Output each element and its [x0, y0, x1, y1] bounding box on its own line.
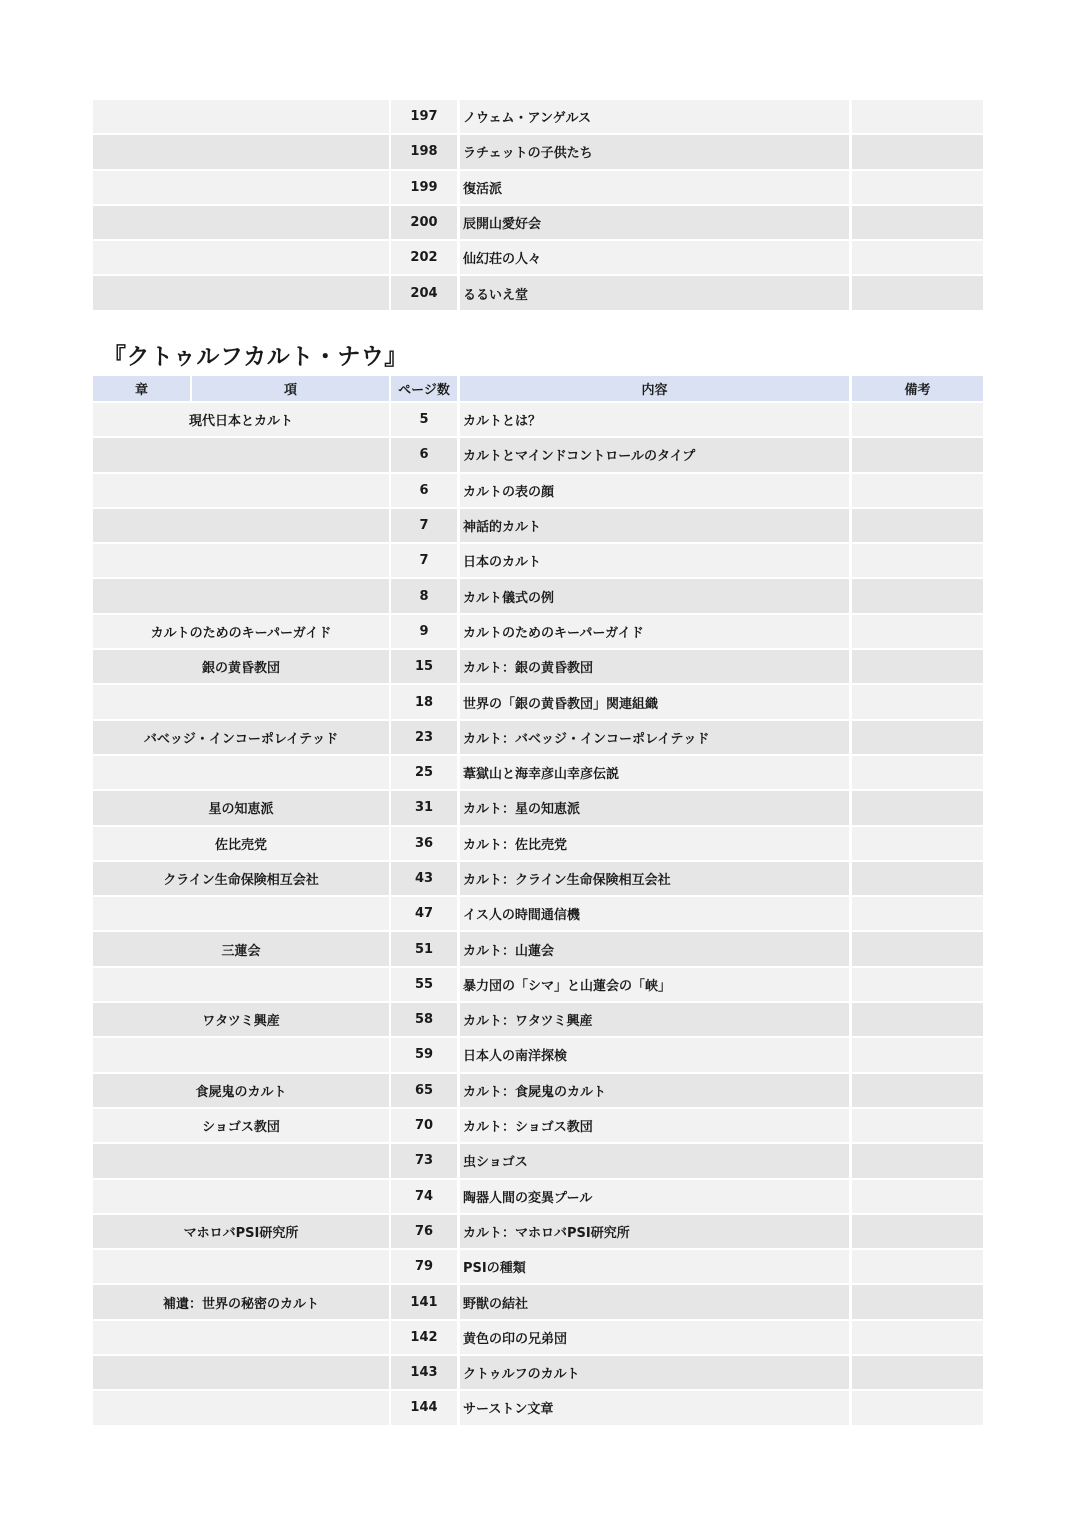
table-row	[93, 897, 983, 932]
remarks-cell	[852, 756, 983, 789]
content-cell: ノウェム・アンゲルス	[460, 100, 849, 133]
remarks-cell	[852, 685, 983, 718]
content-cell: るるいえ堂	[460, 276, 849, 309]
content-cell: 復活派	[460, 171, 849, 204]
remarks-cell	[852, 1285, 983, 1318]
header-content: 内容	[460, 376, 849, 401]
chapter-cell: 食屍鬼のカルト	[93, 1074, 389, 1107]
page-cell: 23	[391, 721, 457, 754]
content-cell: カルト：バベッジ・インコーポレイテッド	[460, 721, 849, 754]
page-cell: 31	[391, 791, 457, 824]
remarks-cell	[852, 827, 983, 860]
table-row	[93, 474, 983, 509]
page-cell: 74	[391, 1180, 457, 1213]
chapter-cell: 佐比売党	[93, 827, 389, 860]
chapter-cell	[93, 1391, 389, 1424]
table-row	[93, 1215, 983, 1250]
remarks-cell	[852, 721, 983, 754]
chapter-cell: カルトのためのキーパーガイド	[93, 615, 389, 648]
chapter-cell: バベッジ・インコーポレイテッド	[93, 721, 389, 754]
chapter-cell	[93, 1250, 389, 1283]
content-cell: ラチェットの子供たち	[460, 135, 849, 168]
remarks-cell	[852, 615, 983, 648]
table-row	[93, 206, 983, 241]
table-row	[93, 791, 983, 826]
content-cell: カルト儀式の例	[460, 579, 849, 612]
content-cell: カルトの表の顔	[460, 474, 849, 507]
chapter-cell	[93, 171, 389, 204]
chapter-cell	[93, 579, 389, 612]
content-cell: カルト：マホロバPSI研究所	[460, 1215, 849, 1248]
remarks-cell	[852, 544, 983, 577]
remarks-cell	[852, 1215, 983, 1248]
table-row	[93, 1144, 983, 1179]
content-cell: カルト：山蓮会	[460, 932, 849, 965]
table-row	[93, 932, 983, 967]
page-cell: 58	[391, 1003, 457, 1036]
remarks-cell	[852, 438, 983, 471]
remarks-cell	[852, 968, 983, 1001]
remarks-cell	[852, 579, 983, 612]
page-cell: 5	[391, 403, 457, 436]
chapter-cell: 星の知恵派	[93, 791, 389, 824]
remarks-cell	[852, 100, 983, 133]
chapter-cell	[93, 968, 389, 1001]
content-cell: カルト：ワタツミ興産	[460, 1003, 849, 1036]
chapter-cell	[93, 438, 389, 471]
chapter-cell	[93, 100, 389, 133]
table-row	[93, 1109, 983, 1144]
chapter-cell	[93, 685, 389, 718]
table-body	[93, 403, 983, 1427]
chapter-cell	[93, 756, 389, 789]
page-cell: 43	[391, 862, 457, 895]
content-cell: カルトとマインドコントロールのタイプ	[460, 438, 849, 471]
table-row	[93, 403, 983, 438]
page-cell: 142	[391, 1321, 457, 1354]
remarks-cell	[852, 932, 983, 965]
chapter-cell: 現代日本とカルト	[93, 403, 389, 436]
page-cell: 8	[391, 579, 457, 612]
chapter-cell	[93, 474, 389, 507]
content-cell: 陶器人間の変異プール	[460, 1180, 849, 1213]
table-row	[93, 1038, 983, 1073]
table-row	[93, 509, 983, 544]
content-cell: 葦獄山と海幸彦山幸彦伝説	[460, 756, 849, 789]
content-cell: 辰開山愛好会	[460, 206, 849, 239]
table-row	[93, 1003, 983, 1038]
table-row	[93, 544, 983, 579]
header-remarks: 備考	[852, 376, 983, 401]
page-cell: 7	[391, 544, 457, 577]
remarks-cell	[852, 1109, 983, 1142]
table-row	[93, 827, 983, 862]
page-cell: 36	[391, 827, 457, 860]
chapter-cell: マホロバPSI研究所	[93, 1215, 389, 1248]
content-cell: クトゥルフのカルト	[460, 1356, 849, 1389]
page-cell: 79	[391, 1250, 457, 1283]
table-row	[93, 721, 983, 756]
table-row	[93, 1285, 983, 1320]
page-cell: 202	[391, 241, 457, 274]
content-cell: イス人の時間通信機	[460, 897, 849, 930]
content-cell: カルト：食屍鬼のカルト	[460, 1074, 849, 1107]
chapter-cell	[93, 206, 389, 239]
remarks-cell	[852, 135, 983, 168]
page-cell: 51	[391, 932, 457, 965]
remarks-cell	[852, 650, 983, 683]
chapter-cell	[93, 897, 389, 930]
header-page-count: ページ数	[391, 376, 457, 401]
page-cell: 143	[391, 1356, 457, 1389]
content-cell: 虫ショゴス	[460, 1144, 849, 1177]
chapter-cell: 補遺：世界の秘密のカルト	[93, 1285, 389, 1318]
table-row	[93, 685, 983, 720]
page-cell: 200	[391, 206, 457, 239]
page-cell: 47	[391, 897, 457, 930]
remarks-cell	[852, 1074, 983, 1107]
remarks-cell	[852, 509, 983, 542]
page-cell: 7	[391, 509, 457, 542]
table-row	[93, 579, 983, 614]
chapter-cell	[93, 509, 389, 542]
content-cell: PSIの種類	[460, 1250, 849, 1283]
content-cell: カルト：ショゴス教団	[460, 1109, 849, 1142]
content-cell: 野獣の結社	[460, 1285, 849, 1318]
contents-table	[93, 376, 983, 1427]
table-row	[93, 276, 983, 311]
table-row	[93, 650, 983, 685]
table-row	[93, 756, 983, 791]
remarks-cell	[852, 1038, 983, 1071]
header-section: 項	[192, 376, 389, 401]
chapter-cell	[93, 135, 389, 168]
remarks-cell	[852, 1144, 983, 1177]
content-cell: 神話的カルト	[460, 509, 849, 542]
remarks-cell	[852, 241, 983, 274]
remarks-cell	[852, 1321, 983, 1354]
page-cell: 25	[391, 756, 457, 789]
table-row	[93, 615, 983, 650]
section-title: 『クトゥルフカルト・ナウ』	[103, 344, 408, 370]
chapter-cell	[93, 1321, 389, 1354]
page-cell: 65	[391, 1074, 457, 1107]
page-cell: 55	[391, 968, 457, 1001]
table-row	[93, 1356, 983, 1391]
remarks-cell	[852, 1003, 983, 1036]
remarks-cell	[852, 791, 983, 824]
page-cell: 141	[391, 1285, 457, 1318]
content-cell: カルトのためのキーパーガイド	[460, 615, 849, 648]
table-row	[93, 171, 983, 206]
table-row	[93, 438, 983, 473]
chapter-cell	[93, 1144, 389, 1177]
page-cell: 73	[391, 1144, 457, 1177]
chapter-cell	[93, 1180, 389, 1213]
chapter-cell	[93, 1356, 389, 1389]
page-cell: 76	[391, 1215, 457, 1248]
content-cell: サーストン文章	[460, 1391, 849, 1424]
content-cell: 世界の「銀の黄昏教団」関連組織	[460, 685, 849, 718]
remarks-cell	[852, 1391, 983, 1424]
content-cell: 暴力団の「シマ」と山蓮会の「峡」	[460, 968, 849, 1001]
content-cell: カルト：クライン生命保険相互会社	[460, 862, 849, 895]
page-cell: 59	[391, 1038, 457, 1071]
chapter-cell	[93, 241, 389, 274]
chapter-cell: ショゴス教団	[93, 1109, 389, 1142]
remarks-cell	[852, 171, 983, 204]
chapter-cell	[93, 544, 389, 577]
chapter-cell: 三蓮会	[93, 932, 389, 965]
table-header-row	[93, 376, 983, 403]
page-cell: 9	[391, 615, 457, 648]
chapter-cell	[93, 276, 389, 309]
remarks-cell	[852, 1356, 983, 1389]
remarks-cell	[852, 403, 983, 436]
remarks-cell	[852, 474, 983, 507]
table-row	[93, 862, 983, 897]
continuation-table	[93, 100, 983, 312]
content-cell: カルト：佐比売党	[460, 827, 849, 860]
page-cell: 204	[391, 276, 457, 309]
remarks-cell	[852, 206, 983, 239]
page-cell: 197	[391, 100, 457, 133]
remarks-cell	[852, 897, 983, 930]
page-cell: 6	[391, 438, 457, 471]
table-row	[93, 1321, 983, 1356]
page-cell: 70	[391, 1109, 457, 1142]
content-cell: 日本人の南洋探検	[460, 1038, 849, 1071]
content-cell: 仙幻荘の人々	[460, 241, 849, 274]
table-row	[93, 1180, 983, 1215]
remarks-cell	[852, 1180, 983, 1213]
content-cell: カルト：銀の黄昏教団	[460, 650, 849, 683]
table-row	[93, 1074, 983, 1109]
content-cell: カルト：星の知恵派	[460, 791, 849, 824]
page-cell: 15	[391, 650, 457, 683]
remarks-cell	[852, 862, 983, 895]
header-chapter: 章	[93, 376, 190, 401]
table-row	[93, 135, 983, 170]
chapter-cell: 銀の黄昏教団	[93, 650, 389, 683]
remarks-cell	[852, 276, 983, 309]
page-cell: 6	[391, 474, 457, 507]
page-cell: 198	[391, 135, 457, 168]
content-cell: カルトとは？	[460, 403, 849, 436]
table-row	[93, 241, 983, 276]
table-row	[93, 100, 983, 135]
page-cell: 144	[391, 1391, 457, 1424]
chapter-cell: ワタツミ興産	[93, 1003, 389, 1036]
table-row	[93, 1391, 983, 1426]
content-cell: 黄色の印の兄弟団	[460, 1321, 849, 1354]
remarks-cell	[852, 1250, 983, 1283]
table-row	[93, 1250, 983, 1285]
chapter-cell	[93, 1038, 389, 1071]
page-cell: 18	[391, 685, 457, 718]
chapter-cell: クライン生命保険相互会社	[93, 862, 389, 895]
table-row	[93, 968, 983, 1003]
page-cell: 199	[391, 171, 457, 204]
content-cell: 日本のカルト	[460, 544, 849, 577]
